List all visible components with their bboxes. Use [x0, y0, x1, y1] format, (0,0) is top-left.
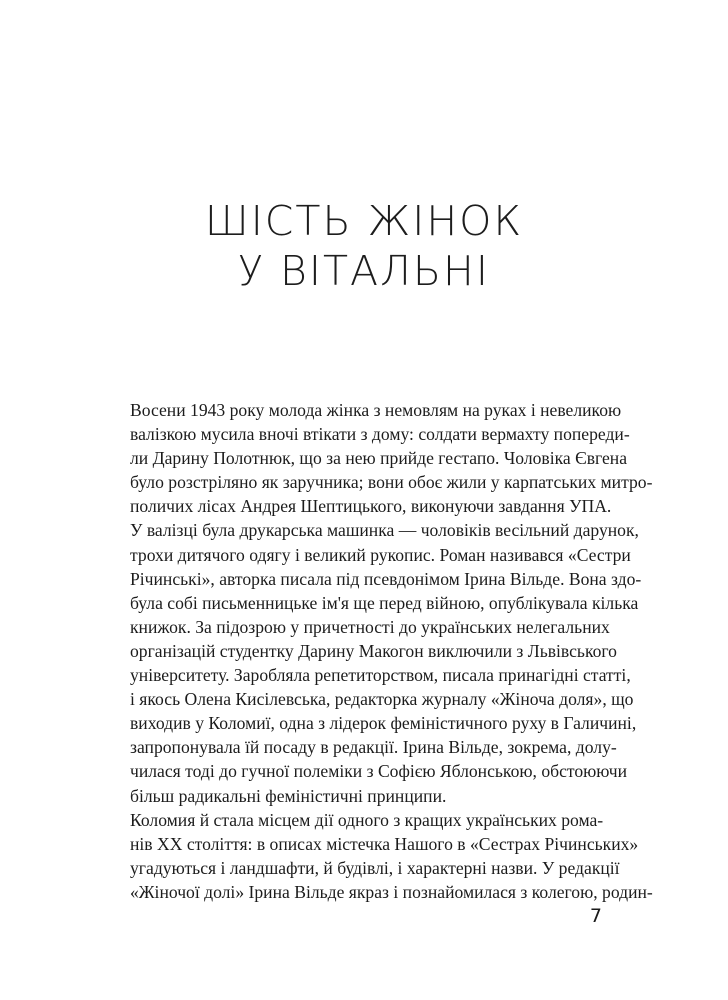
text-line: «Жіночої долі» Ірина Вільде якраз і познайомилася з колегою, родин-	[130, 881, 653, 902]
paragraph-1	[130, 398, 653, 808]
text-line: трохи дитячого одягу і великий рукопис. Роман називався «Сестри	[130, 544, 631, 565]
text-line: виходив у Коломиї, одна з лідерок феміністичного руху в Галичині,	[130, 713, 637, 734]
text-line: У валізці була друкарська машинка — чоловіків весільний дарунок,	[130, 520, 639, 541]
text-line: більш радикальні феміністичні принципи.	[130, 785, 447, 806]
text-line: і якось Олена Кисілевська, редакторка журналу «Жіноча доля», що	[130, 689, 634, 710]
page-number: 7	[589, 905, 602, 927]
text-line: організацій студентку Дарину Макогон виключили з Львівського	[130, 640, 617, 661]
text-line: Річинські», авторка писала під псевдонімом Ірина Вільде. Вона здо-	[130, 568, 642, 589]
text-line: поличих лісах Андрея Шептицького, виконуючи завдання УПА.	[130, 496, 612, 517]
text-line: нів XX століття: в описах містечка Нашого в «Сестрах Річинських»	[130, 833, 639, 854]
text-line: чилася тоді до гучної полеміки з Софією Яблонською, обстоюючи	[130, 761, 628, 782]
text-line: було розстріляно як заручника; вони обоє жили у карпатських митро-	[130, 472, 653, 493]
text-line: книжок. За підозрою у причетності до українських нелегальних	[130, 616, 610, 637]
text-line: запропонувала їй посаду в редакції. Ірина Вільде, зокрема, долу-	[130, 737, 617, 758]
chapter-title-line-2: У ВІТАЛЬНІ	[238, 247, 490, 295]
text-line: угадуються і ландшафти, й будівлі, і характерні назви. У редакції	[130, 857, 620, 878]
paragraph-2	[130, 808, 653, 904]
chapter-title	[0, 196, 728, 296]
text-line: Коломия й стала місцем дії одного з кращих українських рома-	[130, 809, 604, 830]
text-line: була собі письменницьке ім'я ще перед війною, опублікувала кілька	[130, 592, 639, 613]
text-line: ли Дарину Полотнюк, що за нею прийде гестапо. Чоловіка Євгена	[130, 448, 628, 469]
body-text	[130, 398, 653, 904]
chapter-title-line-1: ШІСТЬ ЖІНОК	[204, 197, 524, 245]
text-line: валізкою мусила вночі втікати з дому: солдати вермахту попереди-	[130, 424, 630, 445]
text-line: університету. Заробляла репетиторством, писала принагідні статті,	[130, 665, 631, 686]
text-line: Восени 1943 року молода жінка з немовлям на руках і невеликою	[130, 400, 622, 420]
